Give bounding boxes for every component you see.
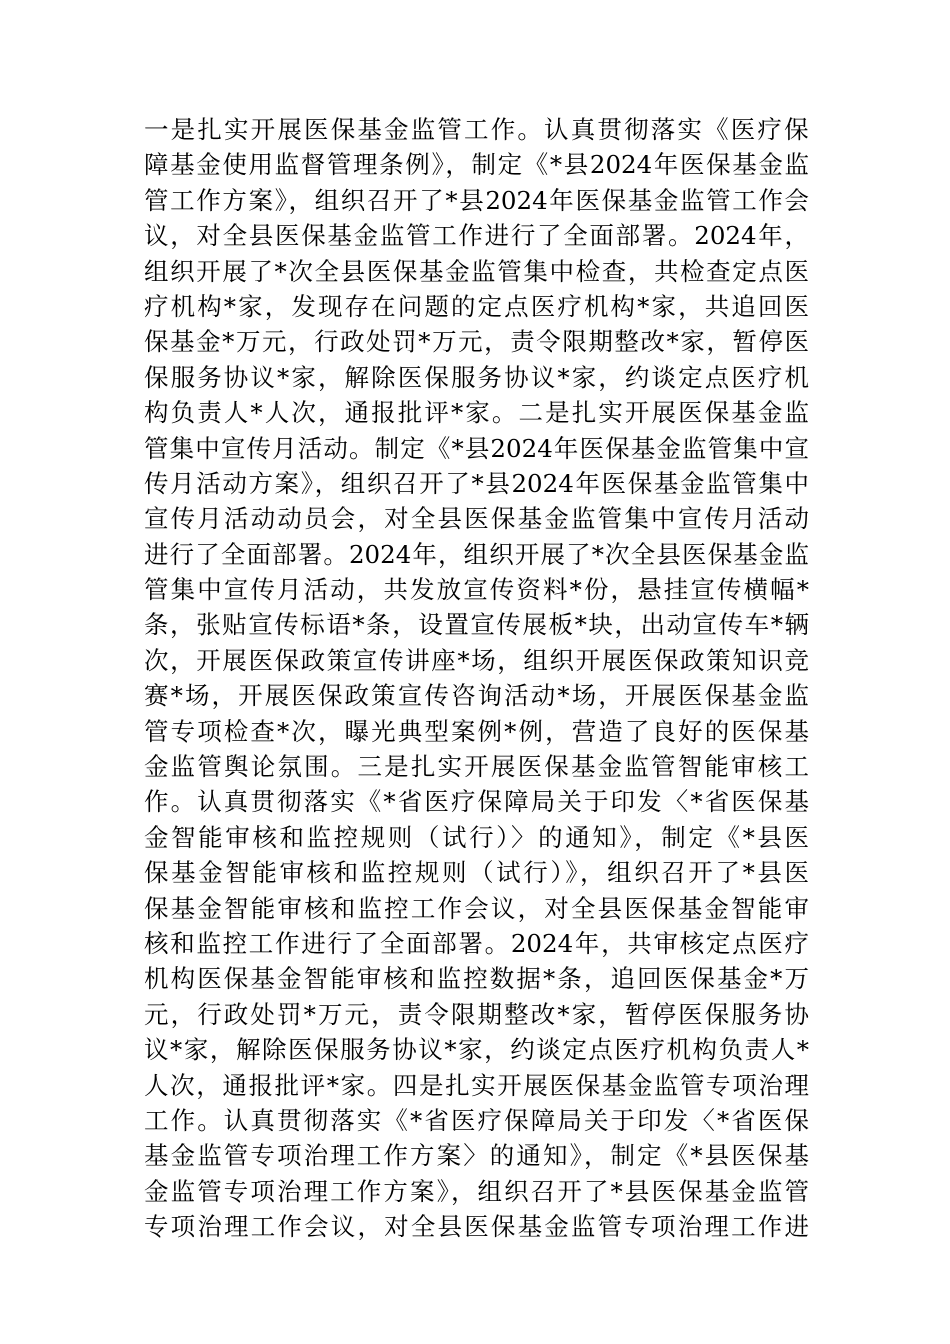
text-line: 金监管专项治理工作方案》，组织召开了*县医保基金监管 — [144, 1176, 809, 1206]
text-line: 进行了全面部署。2024年，组织开展了*次全县医保基金监 — [144, 539, 809, 569]
text-line: 核和监控工作进行了全面部署。2024年，共审核定点医疗 — [144, 928, 809, 958]
text-line: 一是扎实开展医保基金监管工作。认真贯彻落实《医疗保 — [144, 115, 809, 144]
text-line: 专项治理工作会议，对全县医保基金监管专项治理工作进 — [144, 1212, 809, 1242]
text-line: 疗机构*家，发现存在问题的定点医疗机构*家，共追回医 — [144, 291, 809, 321]
text-line: 保基金*万元，行政处罚*万元，责令限期整改*家，暂停医 — [144, 327, 809, 357]
text-line: 赛*场，开展医保政策宣传咨询活动*场，开展医保基金监 — [144, 681, 809, 711]
text-line: 次，开展医保政策宣传讲座*场，组织开展医保政策知识竞 — [144, 645, 809, 675]
text-line: 人次，通报批评*家。四是扎实开展医保基金监管专项治理 — [144, 1070, 809, 1100]
body-paragraph — [144, 112, 809, 1245]
text-line: 管专项检查*次，曝光典型案例*例，营造了良好的医保基 — [144, 716, 809, 746]
text-line: 金监管舆论氛围。三是扎实开展医保基金监管智能审核工 — [144, 752, 809, 782]
text-line: 条，张贴宣传标语*条，设置宣传展板*块，出动宣传车*辆 — [144, 610, 809, 640]
text-line: 管集中宣传月活动。制定《*县2024年医保基金监管集中宣 — [144, 433, 809, 463]
text-line: 传月活动方案》，组织召开了*县2024年医保基金监管集中 — [144, 468, 809, 498]
text-line: 元，行政处罚*万元，责令限期整改*家，暂停医保服务协 — [144, 999, 809, 1029]
text-line: 宣传月活动动员会，对全县医保基金监管集中宣传月活动 — [144, 504, 809, 534]
text-line: 基金监管专项治理工作方案〉的通知》，制定《*县医保基 — [144, 1141, 809, 1171]
text-line: 机构医保基金智能审核和监控数据*条，追回医保基金*万 — [144, 964, 809, 994]
text-line: 保服务协议*家，解除医保服务协议*家，约谈定点医疗机 — [144, 362, 809, 392]
text-line: 组织开展了*次全县医保基金监管集中检查，共检查定点医 — [144, 256, 809, 286]
text-line: 构负责人*人次，通报批评*家。二是扎实开展医保基金监 — [144, 398, 809, 428]
text-line: 金智能审核和监控规则（试行）〉的通知》，制定《*县医 — [144, 822, 809, 852]
text-line: 管工作方案》，组织召开了*县2024年医保基金监管工作会 — [144, 185, 809, 215]
text-line: 管集中宣传月活动，共发放宣传资料*份，悬挂宣传横幅* — [144, 575, 809, 605]
text-line: 保基金智能审核和监控规则（试行）》，组织召开了*县医 — [144, 858, 809, 888]
text-line: 保基金智能审核和监控工作会议，对全县医保基金智能审 — [144, 893, 809, 923]
text-line: 议，对全县医保基金监管工作进行了全面部署。2024年， — [144, 221, 809, 251]
text-line: 作。认真贯彻落实《*省医疗保障局关于印发〈*省医保基 — [144, 787, 809, 817]
text-line: 议*家，解除医保服务协议*家，约谈定点医疗机构负责人* — [144, 1035, 809, 1065]
text-line: 障基金使用监督管理条例》，制定《*县2024年医保基金监 — [144, 150, 809, 180]
text-line: 工作。认真贯彻落实《*省医疗保障局关于印发〈*省医保 — [144, 1105, 809, 1135]
